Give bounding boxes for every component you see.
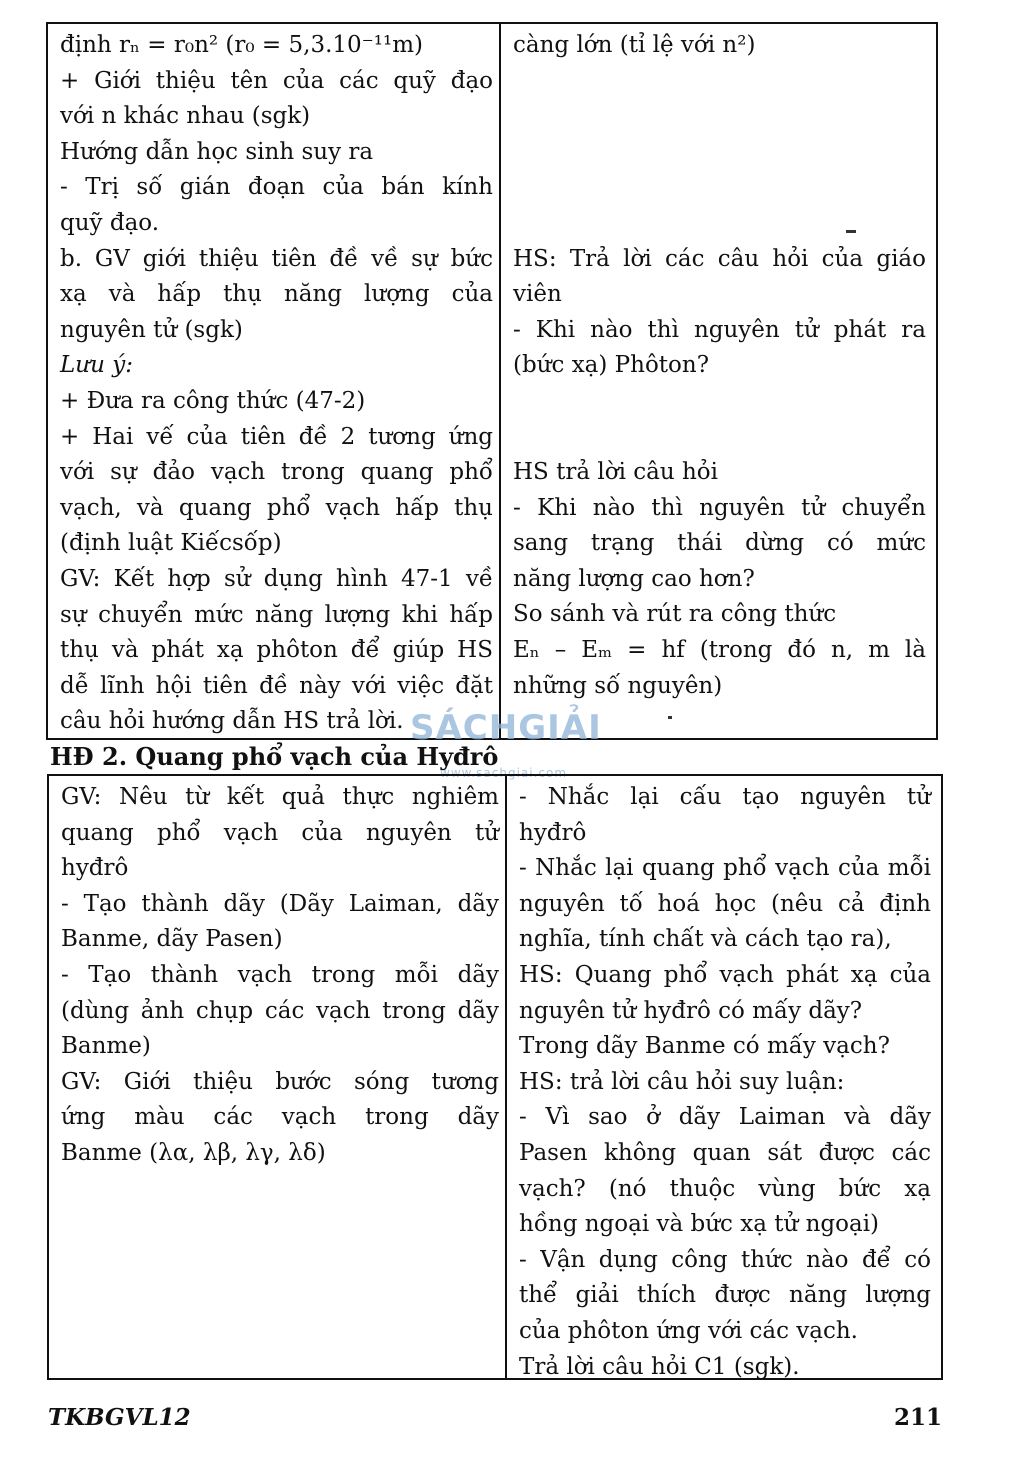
- watermark-url: www.sachgiai.com: [440, 766, 568, 780]
- text-line: ứng màu các vạch trong dãy: [61, 1104, 499, 1131]
- text-line: sự chuyển mức năng lượng khi hấp: [60, 601, 493, 628]
- text-line: (dùng ảnh chụp các vạch trong dãy: [61, 997, 499, 1024]
- text-line: (bức xạ) Phôton?: [513, 352, 710, 379]
- teacher-activity-column: [49, 776, 507, 1378]
- text-line: HS: Quang phổ vạch phát xạ của: [519, 961, 931, 988]
- text-line: nguyên tố hoá học (nêu cả định: [519, 890, 931, 917]
- text-line: hồng ngoại và bức xạ tử ngoại): [519, 1211, 880, 1238]
- text-line: - Trị số gián đoạn của bán kính: [60, 174, 493, 201]
- book-code: TKBGVL12: [48, 1404, 191, 1431]
- text-line: - Khi nào thì nguyên tử chuyển: [513, 494, 926, 521]
- text-line: So sánh và rút ra công thức: [513, 601, 837, 628]
- spacer: [513, 384, 926, 455]
- student-activity-column: [507, 776, 941, 1378]
- text-line: b. GV giới thiệu tiên đề về sự bức: [60, 245, 493, 272]
- text-line: GV: Kết hợp sử dụng hình 47-1 về: [60, 565, 493, 592]
- text-line: Pasen không quan sát được các: [519, 1139, 931, 1166]
- text-line: Trong dãy Banme có mấy vạch?: [519, 1033, 890, 1060]
- text-line: dễ lĩnh hội tiên đề này với việc đặt: [60, 672, 493, 699]
- text-line: - Nhắc lại quang phổ vạch của mỗi: [519, 855, 931, 882]
- text-line: Banme (λα, λβ, λγ, λδ): [61, 1139, 326, 1166]
- watermark-word: SÁCHGIẢI: [410, 708, 602, 748]
- text-line: Hướng dẫn học sinh suy ra: [60, 138, 374, 165]
- page-number: 211: [894, 1404, 943, 1431]
- text-line: GV: Nêu từ kết quả thực nghiêm: [61, 784, 499, 810]
- text-line: - Nhắc lại cấu tạo nguyên tử: [519, 784, 931, 810]
- text-line: nghĩa, tính chất và cách tạo ra),: [519, 926, 892, 953]
- text-line: với sự đảo vạch trong quang phổ: [60, 459, 493, 486]
- text-line: định rₙ = r₀n² (r₀ = 5,3.10⁻¹¹m): [60, 32, 424, 58]
- text-line: vạch, và quang phổ vạch hấp thụ: [60, 494, 493, 521]
- text-line: (định luật Kiếcsốp): [60, 530, 282, 557]
- text-line: của phôton ứng với các vạch.: [519, 1317, 858, 1344]
- text-line: - Khi nào thì nguyên tử phát ra: [513, 316, 926, 343]
- text-line: với n khác nhau (sgk): [60, 103, 311, 130]
- text-line: HS: Trả lời các câu hỏi của giáo: [513, 245, 926, 272]
- text-line: - Tạo thành vạch trong mỗi dãy: [61, 961, 499, 988]
- text-line: Banme): [61, 1033, 151, 1060]
- student-activity-column: [501, 24, 936, 738]
- text-line: nguyên tử (sgk): [60, 316, 243, 343]
- text-line: - Tạo thành dãy (Dãy Laiman, dãy: [61, 890, 499, 917]
- text-line: vạch? (nó thuộc vùng bức xạ: [519, 1175, 931, 1202]
- teacher-activity-column: [48, 24, 501, 738]
- text-line: năng lượng cao hơn?: [513, 565, 755, 592]
- text-line: - Vì sao ở dãy Laiman và dãy: [519, 1104, 931, 1131]
- text-line: sang trạng thái dừng có mức: [513, 530, 926, 557]
- text-line: - Vận dụng công thức nào để có: [519, 1246, 931, 1273]
- scan-speck: [846, 230, 856, 233]
- text-line: thể giải thích được năng lượng: [519, 1282, 931, 1309]
- text-line: hyđrô: [519, 819, 587, 846]
- text-line: Banme, dãy Pasen): [61, 926, 283, 953]
- scan-speck: [668, 716, 672, 719]
- text-line: câu hỏi hướng dẫn HS trả lời.: [60, 708, 404, 735]
- text-line: những số nguyên): [513, 672, 723, 699]
- text-line: + Đưa ra công thức (47-2): [60, 387, 366, 414]
- text-line: + Giới thiệu tên của các quỹ đạo: [60, 67, 493, 94]
- text-line: GV: Giới thiệu bước sóng tương: [61, 1068, 499, 1095]
- section-heading: HĐ 2. Quang phổ vạch của Hyđrô: [50, 742, 499, 771]
- text-line: HS trả lời câu hỏi: [513, 458, 718, 485]
- text-line: nguyên tử hyđrô có mấy dãy?: [519, 997, 863, 1024]
- formula-line: Eₙ – Eₘ = hf (trong đó n, m là: [513, 636, 926, 663]
- text-line: Trả lời câu hỏi C1 (sgk).: [519, 1353, 800, 1380]
- text-line: quỹ đạo.: [60, 209, 160, 236]
- text-line: viên: [513, 281, 562, 308]
- text-line: xạ và hấp thụ năng lượng của: [60, 281, 493, 308]
- table-activity-1: [46, 22, 938, 740]
- text-line: quang phổ vạch của nguyên tử: [61, 819, 499, 846]
- text-line: hyđrô: [61, 855, 129, 882]
- text-line: HS: trả lời câu hỏi suy luận:: [519, 1068, 845, 1095]
- spacer: [513, 64, 926, 242]
- text-line: càng lớn (tỉ lệ với n²): [513, 32, 756, 58]
- note-label: Lưu ý:: [60, 352, 133, 379]
- table-activity-2: [47, 774, 943, 1380]
- text-line: thụ và phát xạ phôton để giúp HS: [60, 637, 493, 664]
- text-line: + Hai vế của tiên đề 2 tương ứng: [60, 423, 493, 450]
